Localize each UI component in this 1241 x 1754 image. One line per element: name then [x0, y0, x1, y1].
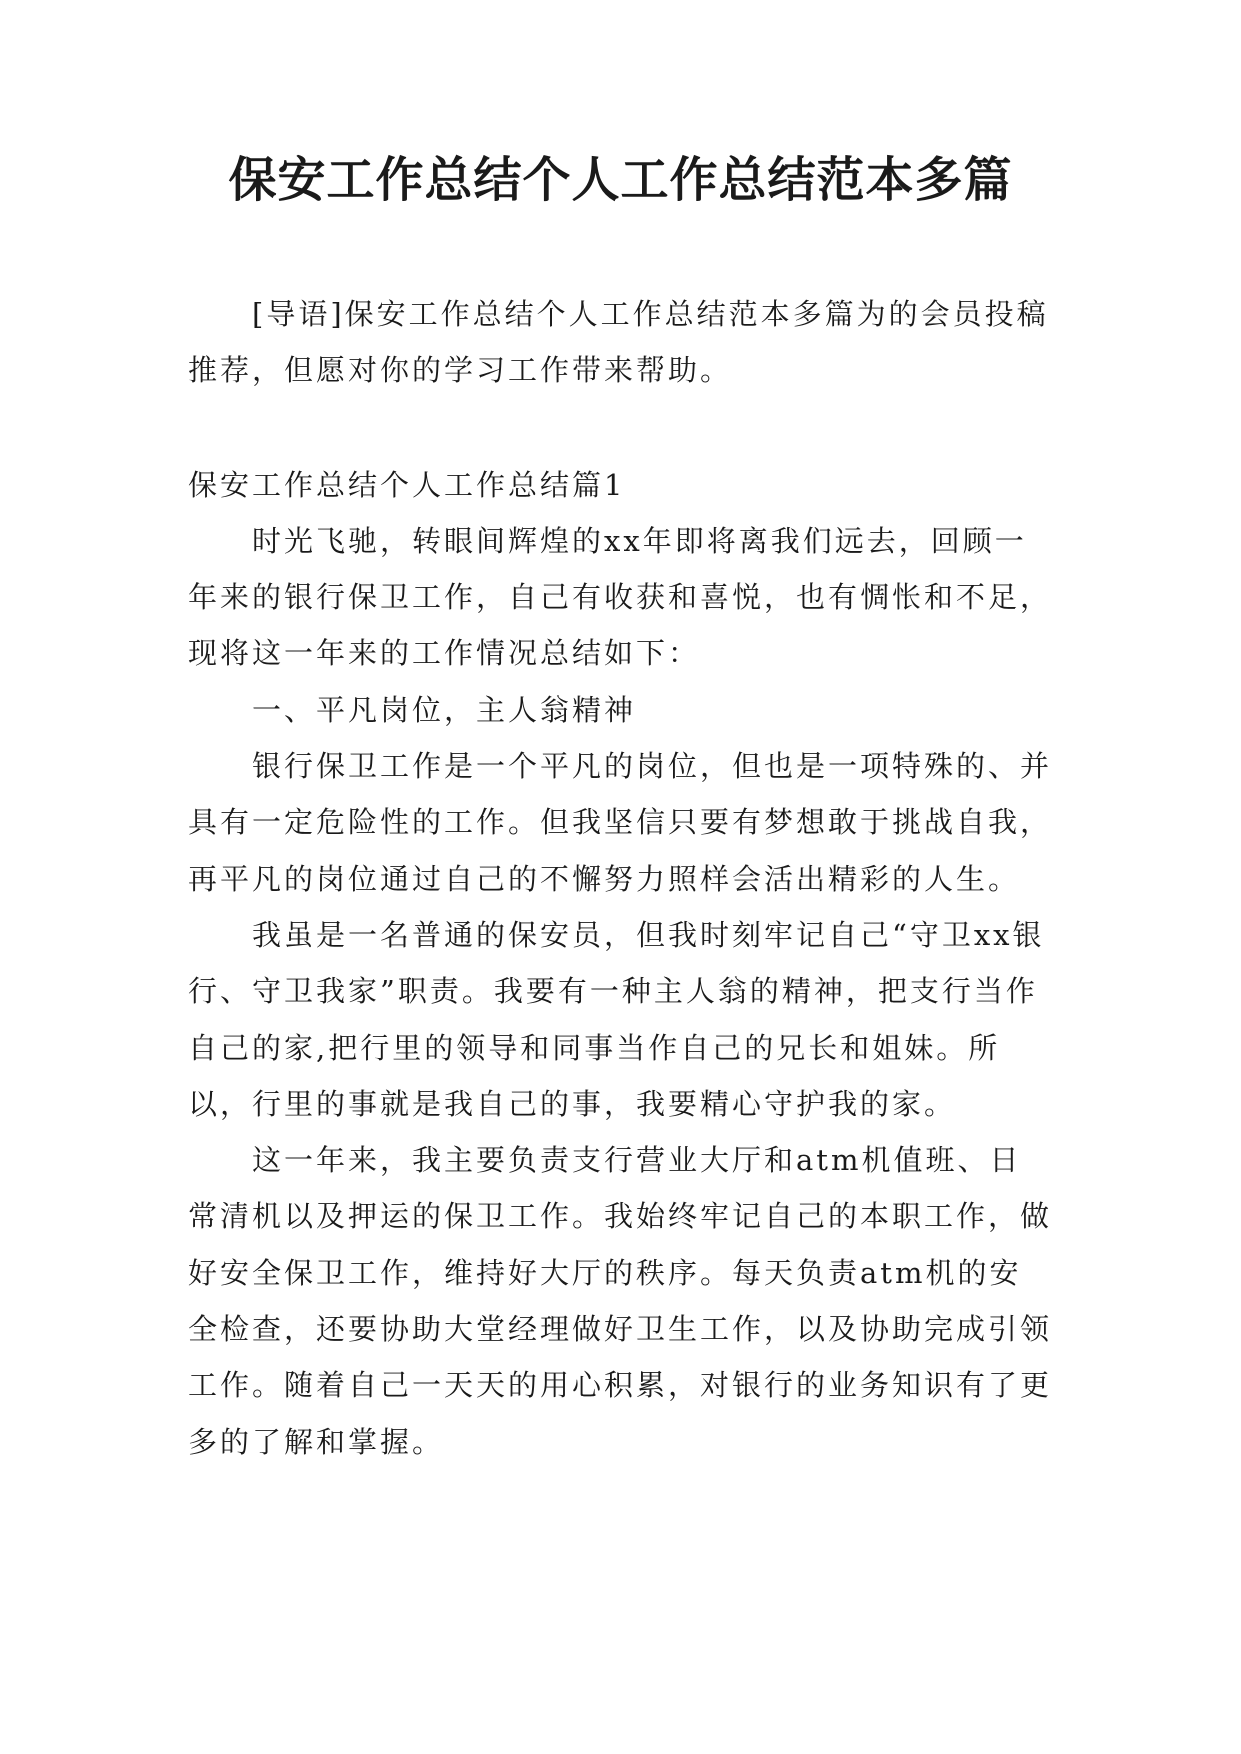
body-paragraph: 银行保卫工作是一个平凡的岗位，但也是一项特殊的、并具有一定危险性的工作。但我坚信只要有梦想敢于挑战自我，再平凡的岗位通过自己的不懈努力照样会活出精彩的人生。: [188, 749, 1053, 896]
body-paragraph: 这一年来，我主要负责支行营业大厅和atm机值班、日常清机以及押运的保卫工作。我始终牢记自己的本职工作，做好安全保卫工作，维持好大厅的秩序。每天负责atm机的安全检查，还要协助大堂经理做好卫生工作，以及协助完成引领工作。随着自己一天天的用心积累，对银行的业务知识有了更多的了解和掌握。: [188, 1143, 1053, 1459]
document-title: 保安工作总结个人工作总结范本多篇: [228, 152, 1013, 208]
section-heading: 保安工作总结个人工作总结篇1: [188, 467, 626, 502]
intro-paragraph: [导语]保安工作总结个人工作总结范本多篇为的会员投稿推荐，但愿对你的学习工作带来帮助。: [188, 297, 1049, 388]
body-paragraph: 我虽是一名普通的保安员，但我时刻牢记自己“守卫xx银行、守卫我家”职责。我要有一种主人翁的精神，把支行当作自己的家,把行里的领导和同事当作自己的兄长和姐妹。所以，行里的事就是我自己的事，我要精心守护我的家。: [188, 917, 1045, 1121]
document-body: [188, 286, 1053, 1470]
spacer: [188, 399, 1053, 457]
subheading-paragraph: 一、平凡岗位，主人翁精神: [252, 692, 637, 727]
body-paragraph: 时光飞驰，转眼间辉煌的xx年即将离我们远去，回顾一年来的银行保卫工作，自己有收获和喜悦，也有惆怅和不足，现将这一年来的工作情况总结如下：: [188, 523, 1053, 671]
